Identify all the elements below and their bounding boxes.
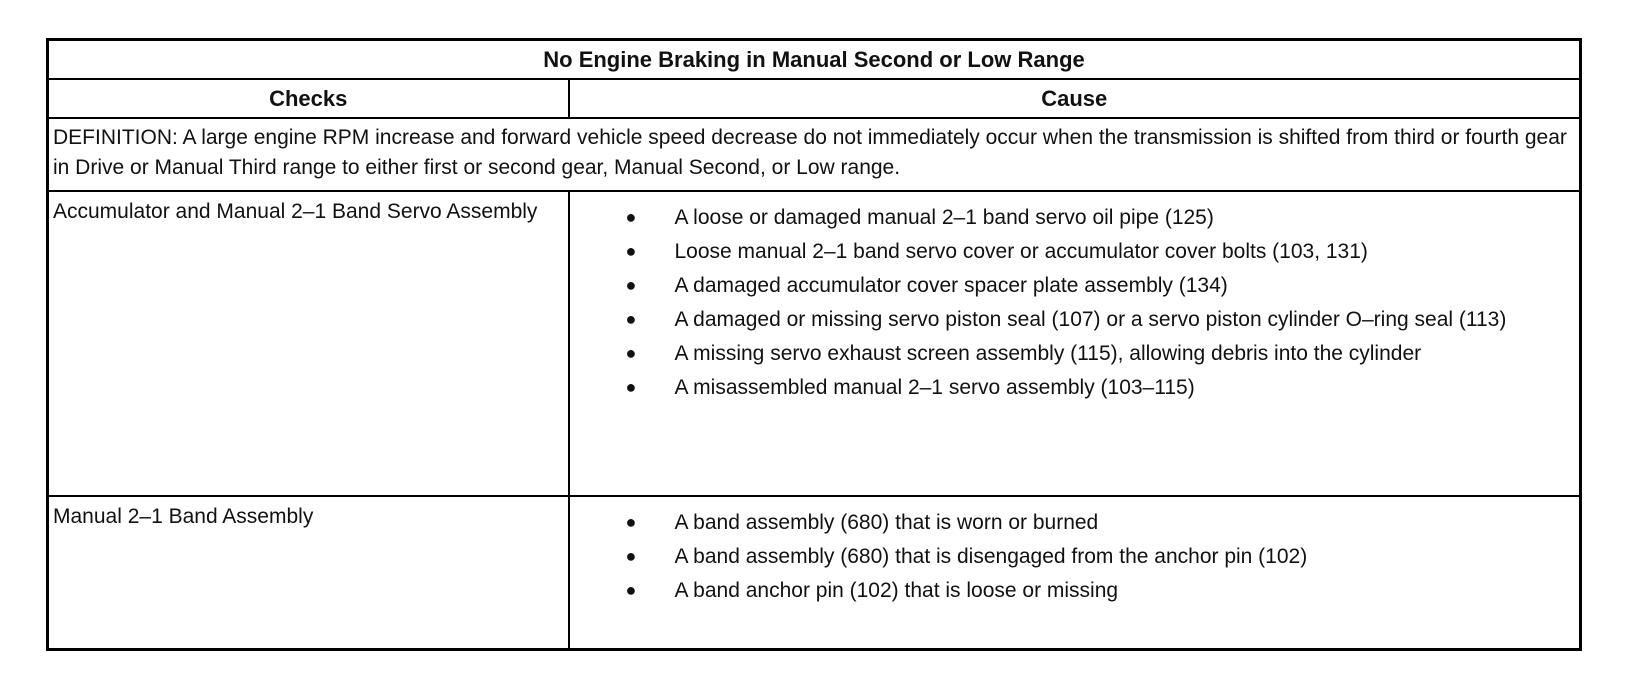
cause-text: A loose or damaged manual 2–1 band servo oil pipe (125): [674, 206, 1214, 229]
title-row: [48, 40, 1581, 80]
list-item: [570, 204, 1560, 231]
list-item: [570, 306, 1560, 333]
bullet-icon: ●: [625, 580, 637, 600]
cause-text: A misassembled manual 2–1 servo assembly (103–115): [674, 376, 1195, 399]
column-header-checks: Checks: [48, 79, 569, 118]
check-cell: Manual 2–1 Band Assembly: [48, 496, 569, 649]
list-item: [570, 238, 1560, 265]
bullet-icon: ●: [625, 546, 637, 566]
definition-text: DEFINITION: A large engine RPM increase and forward vehicle speed decrease do not immediately occur when the transmission is shifted from third or fourth gear in Drive or Manual Third range to either first or second gear, Manual Second, or Low range.: [48, 118, 1581, 191]
cause-text: A band assembly (680) that is disengaged from the anchor pin (102): [674, 545, 1308, 568]
list-item: [570, 577, 1560, 604]
list-item: [570, 272, 1560, 299]
list-item: [570, 543, 1560, 570]
list-item: [570, 340, 1560, 367]
cause-text: A band assembly (680) that is worn or burned: [674, 511, 1099, 534]
bullet-icon: ●: [625, 309, 637, 329]
cause-text: Loose manual 2–1 band servo cover or accumulator cover bolts (103, 131): [674, 240, 1368, 263]
table-row: [48, 191, 1581, 496]
cause-text: A damaged accumulator cover spacer plate assembly (134): [674, 274, 1228, 297]
bullet-icon: ●: [625, 275, 637, 295]
bullet-icon: ●: [625, 343, 637, 363]
cause-text: A band anchor pin (102) that is loose or missing: [674, 579, 1119, 602]
cause-cell: [569, 191, 1581, 496]
definition-row: [48, 118, 1581, 191]
cause-cell: [569, 496, 1581, 649]
column-header-cause: Cause: [569, 79, 1581, 118]
cause-list: [570, 204, 1560, 401]
cause-text: A damaged or missing servo piston seal (107) or a servo piston cylinder O–ring seal (113): [674, 308, 1507, 331]
table-row: [48, 496, 1581, 649]
table-title: No Engine Braking in Manual Second or Low Range: [48, 40, 1581, 80]
check-cell: Accumulator and Manual 2–1 Band Servo Assembly: [48, 191, 569, 496]
diagnostic-table: [46, 38, 1582, 651]
bullet-icon: ●: [625, 241, 637, 261]
bullet-icon: ●: [625, 512, 637, 532]
bullet-icon: ●: [625, 377, 637, 397]
list-item: [570, 374, 1560, 401]
cause-list: [570, 509, 1560, 604]
cause-text: A missing servo exhaust screen assembly (115), allowing debris into the cylinder: [674, 342, 1422, 365]
bullet-icon: ●: [625, 207, 637, 227]
header-row: [48, 79, 1581, 118]
list-item: [570, 509, 1560, 536]
